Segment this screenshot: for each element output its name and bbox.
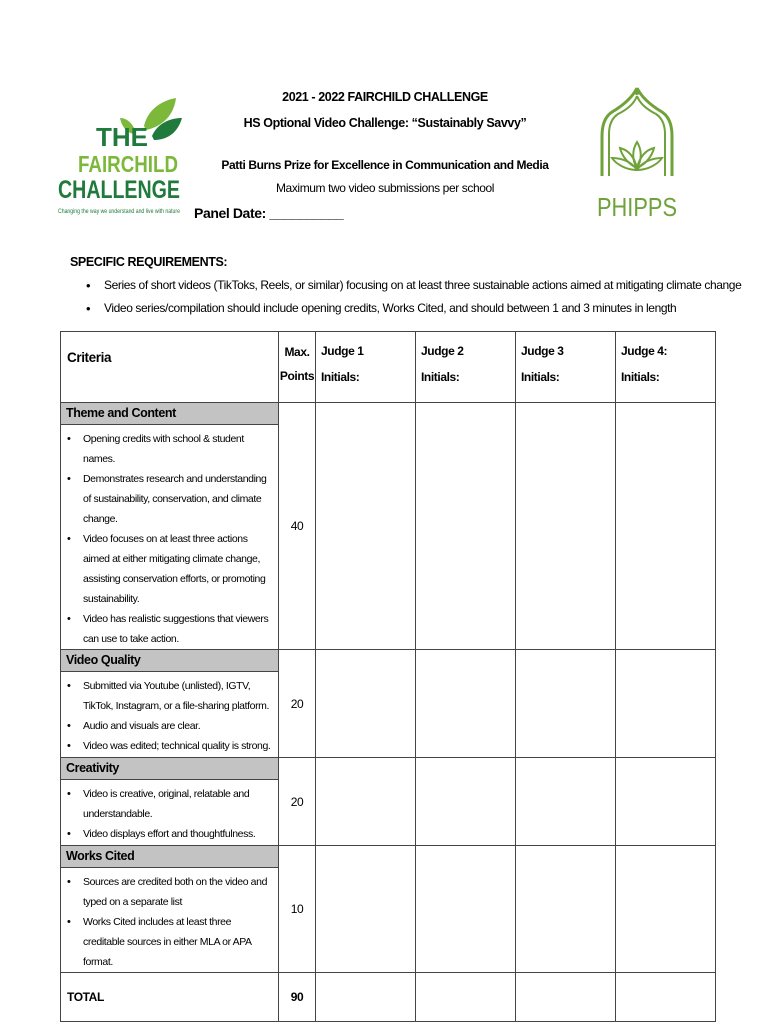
judge-label: Judge 3 (521, 344, 564, 358)
judge-3-score-cell[interactable] (516, 403, 616, 650)
judge-1-score-cell[interactable] (316, 846, 416, 973)
criteria-cell (61, 403, 279, 650)
fairchild-logo-line3: CHALLENGE (58, 176, 180, 204)
judge-4-score-cell[interactable] (616, 758, 716, 846)
criteria-item: • Submitted via Youtube (unlisted), IGTV, TikTok, Instagram, or a file-sharing platform. (61, 676, 278, 716)
criteria-item: • Video displays effort and thoughtfulness. (61, 824, 278, 844)
judge-3-score-cell[interactable] (516, 650, 616, 758)
max-points-value: 40 (279, 403, 316, 650)
judge-4-total-cell[interactable] (616, 973, 716, 1022)
criteria-row-theme-content (61, 403, 716, 650)
judge-2-score-cell[interactable] (416, 650, 516, 758)
judge-2-score-cell[interactable] (416, 758, 516, 846)
criteria-header: Criteria (61, 332, 279, 403)
table-header-row (61, 332, 716, 403)
criteria-item: • Demonstrates research and understanding of sustainability, conservation, and climate change. (61, 469, 278, 529)
requirement-item: • Video series/compilation should include opening credits, Works Cited, and should between 1 and 3 minutes in length (86, 301, 741, 324)
criteria-cell (61, 758, 279, 846)
judge-4-score-cell[interactable] (616, 846, 716, 973)
criteria-row-creativity (61, 758, 716, 846)
judge-label: Judge 2 (421, 344, 464, 358)
criteria-item: • Video is creative, original, relatable and understandable. (61, 784, 278, 824)
judge-initials-label: Initials: (521, 370, 560, 384)
criteria-row-video-quality (61, 650, 716, 758)
criteria-item: • Video was edited; technical quality is strong. (61, 736, 278, 756)
judge-4-score-cell[interactable] (616, 650, 716, 758)
judge-3-score-cell[interactable] (516, 758, 616, 846)
fairchild-logo-tagline: Changing the way we understand and live with nature (58, 209, 181, 215)
section-title: Video Quality (61, 650, 278, 672)
phipps-logo-text: PHIPPS (597, 192, 677, 222)
max-points-header (279, 332, 316, 403)
criteria-cell (61, 650, 279, 758)
fairchild-logo-line2: FAIRCHILD (78, 151, 178, 177)
judge-1-header (316, 332, 416, 403)
fairchild-logo-line1: THE (96, 122, 148, 152)
requirements-list (86, 278, 741, 324)
panel-date-field[interactable]: Panel Date: __________ (194, 205, 344, 221)
document-title: 2021 - 2022 FAIRCHILD CHALLENGE (282, 90, 488, 104)
max-points-header-line2: Points (279, 369, 315, 383)
judge-4-header (616, 332, 716, 403)
judge-initials-label: Initials: (621, 370, 660, 384)
criteria-cell (61, 846, 279, 973)
criteria-row-works-cited (61, 846, 716, 973)
phipps-logo (592, 84, 682, 224)
judge-4-score-cell[interactable] (616, 403, 716, 650)
section-title: Works Cited (61, 846, 278, 868)
section-title: Theme and Content (61, 403, 278, 425)
judge-2-header (416, 332, 516, 403)
judge-1-score-cell[interactable] (316, 650, 416, 758)
total-points-value: 90 (279, 973, 316, 1022)
max-points-value: 20 (279, 758, 316, 846)
section-title: Creativity (61, 758, 278, 780)
judge-2-total-cell[interactable] (416, 973, 516, 1022)
criteria-item: • Video has realistic suggestions that viewers can use to take action. (61, 609, 278, 649)
criteria-item: • Sources are credited both on the video and typed on a separate list (61, 872, 278, 912)
max-points-value: 20 (279, 650, 316, 758)
prize-name: Patti Burns Prize for Excellence in Communication and Media (221, 158, 549, 172)
requirement-item: • Series of short videos (TikToks, Reels, or similar) focusing on at least three sustainable actions aimed at mitigating climate change (86, 278, 741, 301)
judge-2-score-cell[interactable] (416, 403, 516, 650)
judge-2-score-cell[interactable] (416, 846, 516, 973)
total-label: TOTAL (61, 973, 279, 1022)
judge-initials-label: Initials: (421, 370, 460, 384)
criteria-item: • Video focuses on at least three actions aimed at either mitigating climate change, assisting conservation efforts, or promoting sustainability. (61, 529, 278, 609)
judge-label: Judge 1 (321, 344, 364, 358)
total-row (61, 973, 716, 1022)
judge-label: Judge 4: (621, 344, 668, 358)
requirements-heading: SPECIFIC REQUIREMENTS: (70, 255, 228, 269)
criteria-item: • Opening credits with school & student names. (61, 429, 278, 469)
judge-3-header (516, 332, 616, 403)
scoring-rubric-table (60, 331, 716, 1022)
judge-3-score-cell[interactable] (516, 846, 616, 973)
max-submissions-note: Maximum two video submissions per school (275, 181, 495, 195)
judge-1-score-cell[interactable] (316, 403, 416, 650)
challenge-title: HS Optional Video Challenge: “Sustainably Savvy” (243, 116, 527, 130)
criteria-item: • Audio and visuals are clear. (61, 716, 278, 736)
judge-initials-label: Initials: (321, 370, 360, 384)
judge-1-total-cell[interactable] (316, 973, 416, 1022)
criteria-item: • Works Cited includes at least three creditable sources in either MLA or APA format. (61, 912, 278, 972)
judge-3-total-cell[interactable] (516, 973, 616, 1022)
max-points-value: 10 (279, 846, 316, 973)
judge-1-score-cell[interactable] (316, 758, 416, 846)
max-points-header-line1: Max. (284, 345, 310, 359)
